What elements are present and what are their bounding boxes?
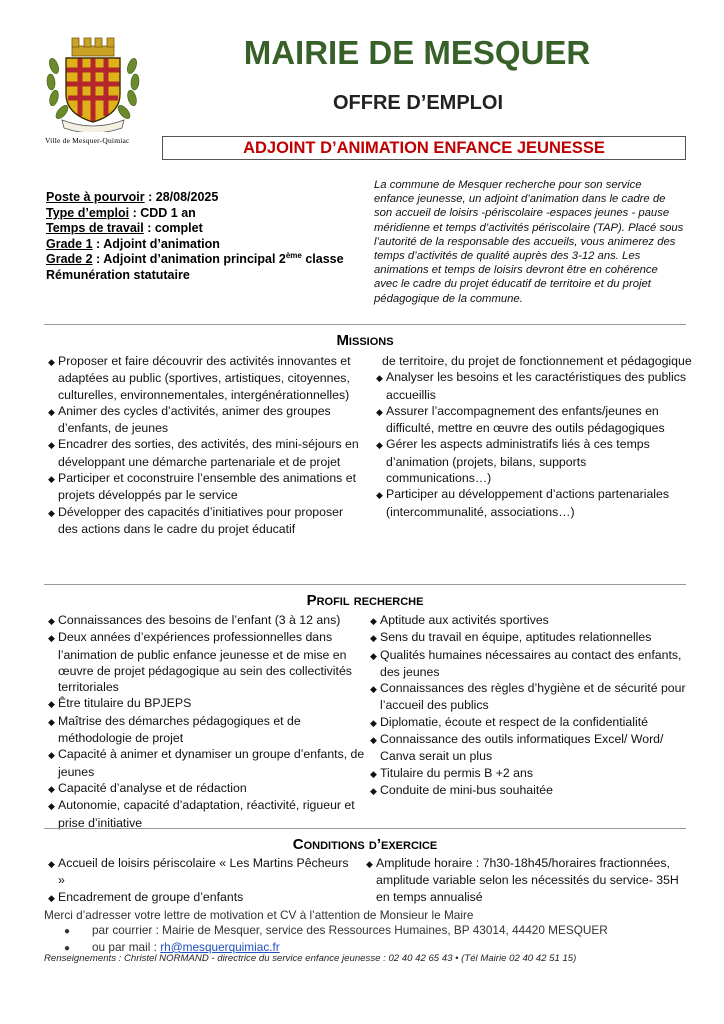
info-value: : CDD 1 an bbox=[129, 205, 196, 220]
list-item bbox=[44, 889, 352, 906]
renseignements-line: Renseignements : Christel NORMAND - directrice du service enfance jeunesse : 02 40 42 65 43 • (Tél Mairie 02 40 42 51 15) bbox=[44, 953, 577, 964]
page-title: MAIRIE DE MESQUER bbox=[243, 34, 591, 71]
bullet-icon: ◆ bbox=[366, 859, 373, 869]
info-label: Temps de travail bbox=[46, 221, 144, 236]
list-item bbox=[366, 731, 696, 765]
conditions-right-column bbox=[362, 855, 692, 905]
bullet-icon: ◆ bbox=[376, 440, 383, 451]
list-item-text: Encadrer des sorties, des activités, des mini-séjours en développant une démarche partenariale et de projet bbox=[58, 437, 359, 469]
list-item bbox=[44, 629, 366, 695]
list-item-text: Analyser les besoins et les caractéristiques des publics accueillis bbox=[386, 370, 687, 402]
profil-left-column bbox=[44, 612, 366, 831]
list-item bbox=[44, 612, 366, 629]
job-title: ADJOINT D’ANIMATION ENFANCE JEUNESSE bbox=[243, 139, 605, 157]
bullet-icon: ◆ bbox=[48, 892, 55, 903]
municipal-crest-logo bbox=[42, 36, 144, 132]
info-value-suffix: classe bbox=[301, 252, 344, 267]
conditions-left-column bbox=[44, 855, 352, 906]
list-item-text: Diplomatie, écoute et respect de la confidentialité bbox=[380, 714, 648, 729]
list-item bbox=[44, 780, 366, 797]
bullet-icon: ◆ bbox=[376, 490, 383, 501]
contact-mail-link[interactable]: rh@mesquerquimiac.fr bbox=[160, 939, 280, 954]
info-grade2 bbox=[46, 252, 366, 268]
bullet-icon: ◆ bbox=[48, 801, 55, 812]
list-item-text: Être titulaire du BPJEPS bbox=[58, 696, 192, 711]
contact-block bbox=[44, 908, 704, 956]
list-item-text: Qualités humaines nécessaires au contact des enfants, des jeunes bbox=[380, 647, 682, 679]
list-item bbox=[366, 647, 696, 681]
list-item bbox=[44, 855, 352, 889]
list-item-text: Participer au développement d’actions partenariales (intercommunalité, associations…) bbox=[386, 487, 669, 519]
info-grade1 bbox=[46, 237, 366, 253]
list-item-text: Sens du travail en équipe, aptitudes relationnelles bbox=[380, 630, 652, 645]
info-value: : Adjoint d’animation bbox=[92, 236, 220, 251]
info-type bbox=[46, 206, 366, 222]
list-item-text: Animer des cycles d’activités, animer des groupes d’enfants, de jeunes bbox=[58, 403, 331, 436]
list-item bbox=[362, 855, 692, 905]
info-poste bbox=[46, 190, 366, 206]
info-temps bbox=[46, 221, 366, 237]
bullet-icon: ◆ bbox=[48, 357, 55, 367]
contact-courrier bbox=[44, 923, 704, 939]
list-item-text: Assurer l’accompagnement des enfants/jeunes en difficulté, mettre en œuvre des outils pédagogiques bbox=[386, 403, 665, 436]
intro-paragraph: La commune de Mesquer recherche pour son service enfance jeunesse, un adjoint d’animation dans le cadre de son accueil de loisirs -périscolaire -espaces jeunes - pause méridienne et temps d’activités périscolaire (TAP). Placé sous l’autorité de la responsable des accueils, vous animerez des temps d’activités de qualité auprès des 3-12 ans. Les animations et temps de loisirs devront être en cohérence avec le cadre du projet éducatif de territoire et du projet pédagogique de la commune. bbox=[374, 179, 684, 305]
bullet-icon: ◆ bbox=[48, 616, 55, 626]
list-item-text: Accueil de loisirs périscolaire « Les Martins Pêcheurs » bbox=[58, 856, 349, 888]
bullet-icon: ◆ bbox=[370, 616, 377, 626]
list-item bbox=[44, 504, 362, 538]
list-item-text: Encadrement de groupe d’enfants bbox=[58, 889, 244, 904]
contact-courrier-text: par courrier : Mairie de Mesquer, service des Ressources Humaines, BP 43014, 44420 MESQUER bbox=[92, 923, 608, 938]
list-item-text: Autonomie, capacité d’adaptation, réactivité, rigueur et prise d’initiative bbox=[58, 798, 355, 830]
bullet-icon: ◆ bbox=[370, 735, 377, 746]
contact-intro: Merci d’adresser votre lettre de motivation et CV à l’attention de Monsieur le Maire bbox=[44, 908, 474, 922]
bullet-icon: ◆ bbox=[48, 859, 55, 869]
list-item bbox=[44, 746, 366, 780]
info-label: Type d’emploi bbox=[46, 205, 130, 220]
list-item-text: Capacité d’analyse et de rédaction bbox=[58, 780, 247, 795]
info-value: : Adjoint d’animation principal 2 bbox=[92, 252, 286, 267]
bullet-icon: ◆ bbox=[48, 507, 55, 518]
bullet-icon: ◆ bbox=[48, 783, 55, 794]
list-item bbox=[366, 714, 696, 731]
list-item-text: Conduite de mini-bus souhaitée bbox=[380, 782, 553, 797]
info-value: : 28/08/2025 bbox=[144, 190, 219, 204]
info-label: Grade 1 bbox=[46, 236, 93, 251]
list-item bbox=[44, 403, 362, 437]
list-item bbox=[44, 713, 366, 747]
list-item-text: Maîtrise des démarches pédagogiques et de méthodologie de projet bbox=[58, 713, 301, 746]
list-item-text: Connaissances des besoins de l’enfant (3 à 12 ans) bbox=[58, 613, 341, 627]
bullet-icon: ◆ bbox=[370, 785, 377, 796]
bullet-icon: ◆ bbox=[376, 406, 383, 417]
info-label: Grade 2 bbox=[46, 252, 93, 267]
missions-right-column bbox=[372, 353, 692, 520]
list-item-text: Titulaire du permis B +2 ans bbox=[380, 765, 533, 780]
list-item bbox=[44, 470, 362, 504]
list-item-text: Participer et coconstruire l’ensemble des animations et projets développés par le service bbox=[58, 471, 357, 503]
missions-left-column bbox=[44, 353, 362, 537]
list-item-text: Connaissance des outils informatiques Excel/ Word/ Canva serait un plus bbox=[380, 732, 664, 764]
info-superscript: ème bbox=[285, 251, 302, 261]
list-item bbox=[372, 369, 692, 403]
bullet-icon: ◆ bbox=[48, 474, 55, 485]
section-title-profil: Profil recherche bbox=[306, 592, 424, 609]
list-item-text: Amplitude horaire : 7h30-18h45/horaires fractionnées, amplitude variable selon les nécessités du service- 35H en temps annualisé bbox=[376, 856, 679, 904]
section-title-conditions: Conditions d’exercice bbox=[292, 836, 438, 853]
list-item bbox=[366, 765, 696, 782]
list-item bbox=[44, 797, 366, 831]
list-item-text: Développer des capacités d’initiatives pour proposer des actions dans le cadre du projet éducatif bbox=[58, 504, 344, 536]
list-item bbox=[366, 680, 696, 714]
bullet-icon: ◆ bbox=[370, 717, 377, 728]
bullet-icon: ◆ bbox=[48, 750, 55, 761]
info-value: : complet bbox=[143, 221, 203, 236]
list-item bbox=[44, 436, 362, 470]
info-remuneration: Rémunération statutaire bbox=[46, 267, 190, 282]
crest-caption: Ville de Mesquer-Quimiac bbox=[45, 136, 130, 145]
section-divider bbox=[44, 828, 686, 829]
list-item-text: Connaissances des règles d’hygiène et de sécurité pour l’accueil des publics bbox=[380, 681, 686, 713]
missions-continuation: de territoire, du projet de fonctionnement et pédagogique bbox=[382, 354, 692, 368]
bullet-icon: ◆ bbox=[370, 633, 377, 644]
bullet-icon: ◆ bbox=[370, 650, 377, 661]
list-item-text: Proposer et faire découvrir des activités innovantes et adaptées au public (sportives, artistiques, citoyennes, culturelles, environnementales, intergénérationnelles) bbox=[58, 354, 351, 402]
list-item bbox=[44, 353, 362, 403]
bullet-icon: ◆ bbox=[48, 633, 55, 644]
section-divider bbox=[44, 324, 686, 325]
bullet-icon: ◆ bbox=[48, 699, 55, 710]
bullet-icon: ● bbox=[64, 926, 71, 938]
list-item-text: Aptitude aux activités sportives bbox=[380, 613, 549, 627]
list-item bbox=[366, 782, 696, 799]
list-item-text: Gérer les aspects administratifs liés à ces temps d’animation (projets, bilans, supports communications…) bbox=[386, 437, 650, 486]
bullet-icon: ◆ bbox=[48, 406, 55, 417]
bullet-icon: ◆ bbox=[48, 716, 55, 727]
job-info-block bbox=[46, 190, 366, 284]
bullet-icon: ◆ bbox=[376, 373, 383, 384]
list-item-text: Capacité à animer et dynamiser un groupe d’enfants, de jeunes bbox=[58, 747, 365, 779]
list-item-text: Deux années d’expériences professionnelles dans l’animation de public enfance jeunesse et de mise en œuvre de projet pédagogique au sein des collectivités territoriales bbox=[58, 630, 352, 695]
list-item bbox=[372, 436, 692, 486]
list-item bbox=[372, 486, 692, 520]
list-item bbox=[44, 695, 366, 712]
list-item bbox=[366, 612, 696, 629]
section-divider bbox=[44, 584, 686, 585]
info-label: Poste à pourvoir bbox=[46, 190, 145, 204]
page-subtitle: OFFRE D’EMPLOI bbox=[333, 92, 503, 114]
bullet-icon: ◆ bbox=[48, 440, 55, 451]
list-item bbox=[372, 403, 692, 437]
contact-mail-label: ou par mail : bbox=[92, 939, 161, 954]
list-item bbox=[366, 629, 696, 646]
bullet-icon: ● bbox=[64, 942, 71, 954]
profil-right-column bbox=[366, 612, 696, 799]
section-title-missions: Missions bbox=[336, 332, 394, 349]
bullet-icon: ◆ bbox=[370, 684, 377, 695]
bullet-icon: ◆ bbox=[370, 768, 377, 779]
